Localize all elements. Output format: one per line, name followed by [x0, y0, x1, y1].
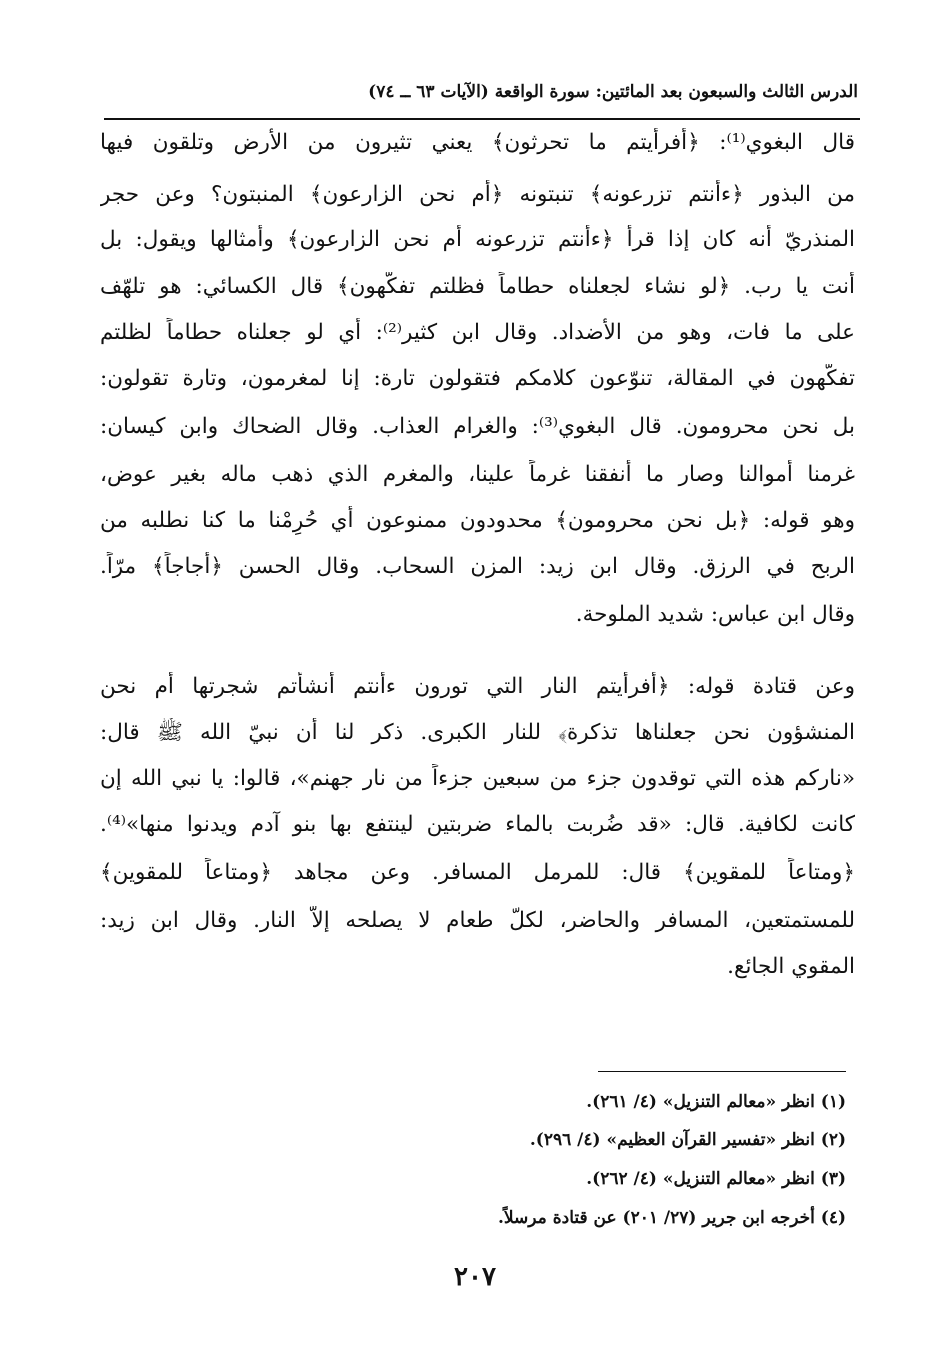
footnote: (٢) انظر «تفسير القرآن العظيم» (٤/ ٢٩٦). — [529, 1130, 846, 1150]
paragraph-2-line: كانت لكافية. قال: «قد ضُربت بالماء ضربتين لينتفع بها بنو آدم ويدنوا منها»⁽⁴⁾. — [100, 812, 855, 837]
paragraph-2-line: وعن قتادة قوله: ﴿أفرأيتم النار التي تورون ءأنتم أنشأتم شجرتها أم نحن — [100, 674, 855, 699]
footnote-divider — [598, 1071, 846, 1072]
paragraph-1-line: الربح في الرزق. وقال ابن زيد: المزن السحاب. وقال الحسن ﴿أجاجاً﴾ مرّاً. — [100, 554, 855, 579]
paragraph-1-line: وقال ابن عباس: شديد الملوحة. — [575, 602, 855, 627]
paragraph-1-line: المنذريّ أنه كان إذا قرأ ﴿ءأنتم تزرعونه أم نحن الزارعون﴾ وأمثالها ويقول: بل — [100, 227, 855, 252]
paragraph-2-line: المنشؤون نحن جعلناها تذكرة﴾ للنار الكبرى. ذكر لنا أن نبيّ الله ﷺ قال: — [100, 720, 855, 745]
paragraph-2-line: للمستمتعين، المسافر والحاضر، لكلّ طعام لا يصلحه إلاّ النار. وقال ابن زيد: — [100, 908, 855, 933]
running-header: الدرس الثالث والسبعون بعد المائتين: سورة الواقعة (الآيات ٦٣ ــ ٧٤) — [368, 82, 858, 102]
page-number: ٢٠٧ — [454, 1262, 496, 1292]
paragraph-1-line: من البذور ﴿ءأنتم تزرعونه﴾ تنبتونه ﴿أم نحن الزارعون﴾ المنبتون؟ وعن حجر — [100, 182, 855, 207]
paragraph-1-line: غرمنا أموالنا وصار ما أنفقنا غرماً علينا، والمغرم الذي ذهب ماله بغير عوض، — [100, 462, 855, 487]
footnote: (١) انظر «معالم التنزيل» (٤/ ٢٦١). — [586, 1092, 846, 1112]
paragraph-1-line: قال البغوي⁽¹⁾: ﴿أفرأيتم ما تحرثون﴾ يعني تثيرون من الأرض وتلقون فيها — [100, 130, 855, 155]
paragraph-2-line: ﴿ومتاعاً للمقوين﴾ قال: للمرمل المسافر. وعن مجاهد ﴿ومتاعاً للمقوين﴾ — [100, 860, 855, 885]
footnote: (٣) انظر «معالم التنزيل» (٤/ ٢٦٢). — [586, 1169, 846, 1189]
paragraph-1-line: على ما فات، وهو من الأضداد. وقال ابن كثير⁽²⁾: أي لو جعلناه حطاماً لظلتم — [100, 320, 855, 345]
paragraph-1-line: أنت يا رب. ﴿لو نشاء لجعلناه حطاماً فظلتم تفكّهون﴾ قال الكسائي: هو تلهّف — [100, 274, 855, 299]
paragraph-2-line: المقوي الجائع. — [727, 954, 855, 979]
paragraph-1-line: تفكّهون في المقالة، تنوّعون كلامكم فتقولون تارة: إنا لمغرمون، وتارة تقولون: — [100, 366, 855, 391]
header-divider — [104, 118, 860, 120]
paragraph-1-line: وهو قوله: ﴿بل نحن محرومون﴾ محدودون ممنوعون أي حُرِمْنا ما كنا نطلبه من — [100, 508, 855, 533]
footnote: (٤) أخرجه ابن جرير (٢٧/ ٢٠١) عن قتادة مرسلاً. — [498, 1208, 846, 1228]
paragraph-2-line: «ناركم هذه التي توقدون جزء من سبعين جزءاً من نار جهنم»، قالوا: يا نبي الله إن — [100, 766, 855, 791]
paragraph-1-line: بل نحن محرومون. قال البغوي⁽³⁾: والغرام العذاب. وقال الضحاك وابن كيسان: — [100, 414, 855, 439]
